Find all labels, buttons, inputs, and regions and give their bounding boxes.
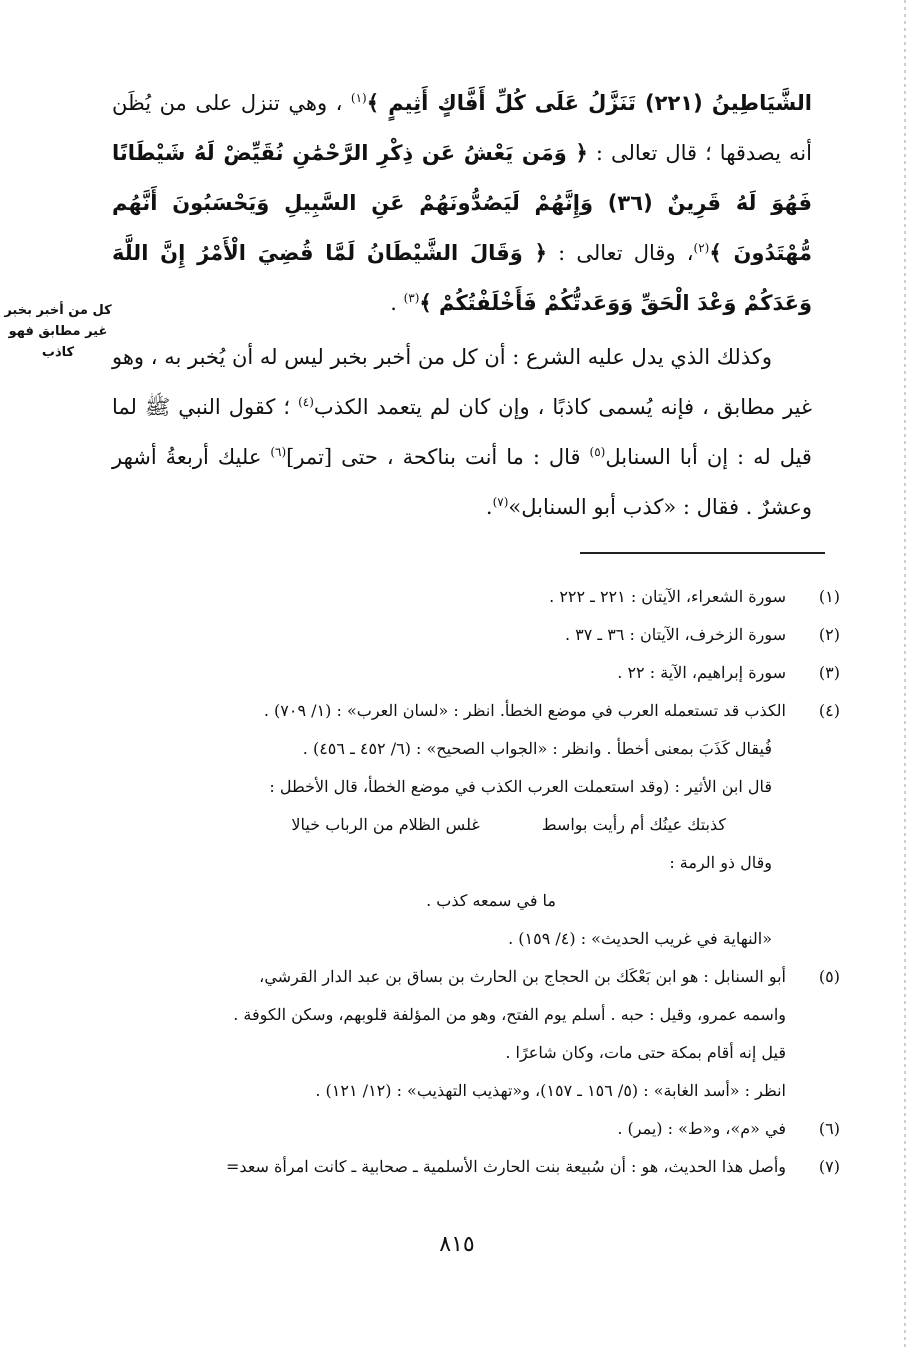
footnote	[100, 692, 840, 958]
footnote	[100, 616, 840, 654]
footnote	[100, 578, 840, 616]
footnote-ref: (٦)	[270, 445, 287, 459]
text-run: قال : ما أنت بناكحة ، حتى [تمر]	[286, 445, 581, 469]
text-run: وكذلك الذي يدل عليه الشرع : أن كل من أخبر بخبر ليس له أن يُخبر به ، وهو غير مطابق ، فإنه يُسمى كاذبًا ، وإن كان لم يتعمد الكذب	[112, 345, 812, 419]
hemistich: كذبتك عينُك أم رأيت بواسط	[541, 815, 726, 834]
scan-edge	[904, 0, 906, 1351]
footnote-text: فُيقال كَذَبَ بمعنى أخطأ . وانظر : «الجواب الصحيح» : (٦/ ٤٥٢ ـ ٤٥٦) .	[302, 739, 772, 758]
footnote-ref: (٣)	[403, 291, 420, 305]
footnote-text: قيل إنه أقام بمكة حتى مات، وكان شاعرًا .	[505, 1043, 786, 1062]
footnote	[100, 958, 840, 1110]
hemistich: غلس الظلام من الرباب خيالا	[291, 815, 480, 834]
text-run: ، وقال تعالى :	[558, 241, 694, 265]
footnote-number: (٤)	[818, 701, 840, 720]
quran-verse: الشَّيَاطِينُ (٢٢١) تَنَزَّلُ عَلَى كُلِّ أَفَّاكٍ أَثِيمٍ ﴾	[366, 91, 812, 115]
footnote-text: أبو السنابل : هو ابن بَعْكَك بن الحجاج بن الحارث بن بساق بن عبد الدار القرشي،	[259, 967, 786, 986]
footnote-separator	[580, 552, 825, 554]
text-run: .	[485, 495, 493, 519]
main-text	[112, 78, 812, 532]
margin-note-line: كاذب	[41, 345, 75, 360]
footnote-text: في «م»، و«ط» : (يمر) .	[617, 1119, 786, 1138]
quran-verse: ﴿ وَقَالَ الشَّيْطَانُ لَمَّا قُضِيَ الْأَمْرُ إِنَّ اللَّهَ وَعَدَكُمْ وَعْدَ الْحَقِّ وَوَعَدتُّكُمْ فَأَخْلَفْتُكُمْ ﴾	[112, 241, 812, 315]
footnote-text: سورة إبراهيم، الآية : ٢٢ .	[617, 663, 786, 682]
footnote-text: وأصل هذا الحديث، هو : أن سُبيعة بنت الحارث الأسلمية ـ صحابية ـ كانت امرأة سعد=	[226, 1157, 786, 1176]
footnote-text: واسمه عمرو، وقيل : حبه . أسلم يوم الفتح، وهو من المؤلفة قلوبهم، وسكن الكوفة .	[233, 1005, 786, 1024]
footnote-text: انظر : «أسد الغابة» : (٥/ ١٥٦ ـ ١٥٧)، و«تهذيب التهذيب» : (١٢/ ١٢١) .	[315, 1081, 786, 1100]
footnotes	[100, 578, 840, 1186]
footnote-ref: (٧)	[492, 495, 509, 509]
footnote-text: الكذب قد تستعمله العرب في موضع الخطأ. انظر : «لسان العرب» : (١/ ٧٠٩) .	[263, 701, 786, 720]
footnote-text: سورة الزخرف، الآيتان : ٣٦ ـ ٣٧ .	[564, 625, 786, 644]
footnote-number: (٣)	[818, 663, 840, 682]
margin-note	[4, 300, 112, 363]
quran-verse: ﴿ وَمَن يَعْشُ عَن ذِكْرِ الرَّحْمَٰنِ نُقَيِّضْ لَهُ شَيْطَانًا فَهُوَ لَهُ قَرِينٌ (٣٦) وَإِنَّهُمْ لَيَصُدُّونَهُمْ عَنِ السَّبِيلِ وَيَحْسَبُونَ أَنَّهُم مُّهْتَدُونَ ﴾	[112, 141, 813, 265]
footnote-ref: (١)	[350, 91, 367, 105]
text-run: ؛ كقول النبي ﷺ لما قيل له : إن أبا السنابل	[112, 395, 812, 469]
poetry-verse	[100, 806, 786, 844]
footnote-number: (٧)	[818, 1157, 840, 1176]
footnote	[100, 1110, 840, 1148]
footnote-text: ما في سمعه كذب .	[426, 891, 556, 910]
text-run: .	[390, 291, 397, 315]
footnote	[100, 1148, 840, 1186]
page-number: ٨١٥	[439, 1232, 475, 1257]
footnote-number: (٥)	[818, 967, 840, 986]
margin-note-line: غير مطابق فهو	[8, 324, 108, 339]
paragraph-quran-citations	[112, 78, 812, 328]
footnote-number: (١)	[818, 587, 840, 606]
margin-note-line: كل من أخبر بخبر	[4, 303, 112, 318]
footnote-ref: (٢)	[693, 241, 710, 255]
footnote-number: (٢)	[818, 625, 840, 644]
text-run: ، وهي تنزل على من يُظَن أنه يصدقها ؛	[112, 91, 812, 165]
footnote-text: سورة الشعراء، الآيتان : ٢٢١ ـ ٢٢٢ .	[549, 587, 786, 606]
footnote-number: (٦)	[818, 1119, 840, 1138]
footnote-ref: (٥)	[589, 445, 606, 459]
footnote-text: وقال ذو الرمة :	[669, 853, 772, 872]
footnote-text: «النهاية في غريب الحديث» : (٤/ ١٥٩) .	[508, 929, 772, 948]
footnote-text: قال ابن الأثير : (وقد استعملت العرب الكذب في موضع الخطأ، قال الأخطل :	[269, 777, 772, 796]
text-run: قال تعالى :	[595, 141, 698, 165]
paragraph-lying-definition	[112, 332, 812, 532]
text-run: عليك أربعةُ أشهر وعشرٌ . فقال : «كذب أبو السنابل»	[112, 445, 812, 519]
footnote	[100, 654, 840, 692]
footnote-ref: (٤)	[298, 395, 314, 409]
